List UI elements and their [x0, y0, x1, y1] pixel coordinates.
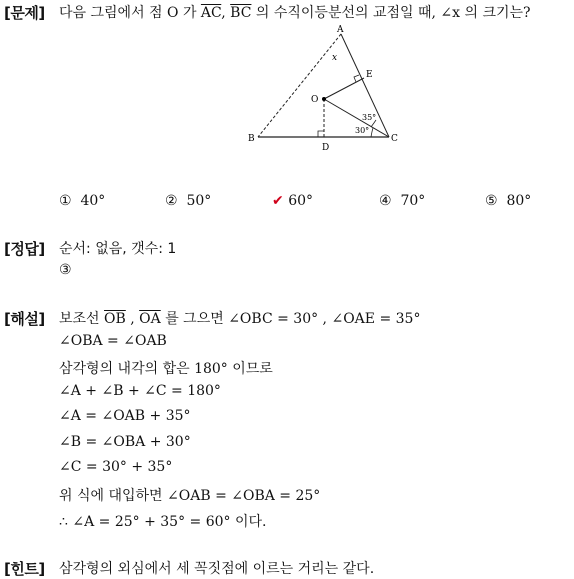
label-o: O — [311, 95, 319, 105]
choice-1-text: 40° — [80, 193, 106, 209]
choice-5-number: ⑤ — [485, 193, 498, 209]
triangle-figure — [240, 20, 410, 155]
choice-3-text: 60° — [288, 193, 314, 209]
explanation-line-3: 삼각형의 내각의 합은 180° 이므로 — [59, 361, 273, 377]
segment-oe — [324, 78, 364, 99]
question-comma: , — [221, 5, 231, 21]
label-e: E — [366, 70, 373, 80]
choice-3[interactable] — [272, 193, 313, 209]
label-c: C — [391, 134, 398, 144]
side-ab — [258, 34, 341, 137]
choice-4-number: ④ — [379, 193, 392, 209]
segment-ob: $\overline{OB}$ — [104, 311, 126, 327]
explanation-line-1 — [59, 308, 420, 328]
label-b: B — [248, 134, 255, 144]
choice-2[interactable] — [165, 193, 211, 209]
angle-arc-30 — [371, 128, 373, 137]
answer-meta: 순서: 없음, 갯수: 1 — [59, 241, 177, 257]
explanation-line-9: ∴ ∠A = 25° + 35° = 60° 이다. — [59, 514, 267, 530]
segment-oa: $\overline{OA}$ — [139, 311, 161, 327]
question-text — [59, 2, 531, 22]
explanation-line-8: 위 식에 대입하면 ∠OAB = ∠OBA = 25° — [59, 488, 321, 504]
answer-tag: [정답] — [4, 240, 45, 258]
segment-bc: $\overline{BC}$ — [230, 5, 252, 21]
explanation-l1-pre: 보조선 — [59, 311, 105, 327]
segment-ac: $\overline{AC}$ — [200, 5, 222, 21]
label-x: x — [332, 53, 338, 63]
explanation-line-4: ∠A + ∠B + ∠C = 180° — [59, 383, 221, 399]
explanation-line-2: ∠OBA = ∠OAB — [59, 333, 167, 349]
choice-4-text: 70° — [400, 193, 426, 209]
hint-tag: [힌트] — [4, 560, 45, 578]
choice-4[interactable] — [379, 193, 425, 209]
hint-text: 삼각형의 외심에서 세 꼭짓점에 이르는 거리는 같다. — [59, 561, 375, 577]
choice-2-text: 50° — [186, 193, 212, 209]
explanation-l1-post: 를 그으면 ∠OBC = 30° , ∠OAE = 35° — [160, 311, 421, 327]
explanation-l1-mid: , — [125, 311, 140, 327]
choice-2-number: ② — [165, 193, 178, 209]
explanation-tag: [해설] — [4, 310, 45, 328]
choice-5[interactable] — [485, 193, 531, 209]
problem-tag: [문제] — [4, 4, 45, 22]
label-angle-30: 30° — [355, 126, 370, 135]
choice-1[interactable] — [59, 193, 105, 209]
explanation-line-5: ∠A = ∠OAB + 35° — [59, 408, 191, 424]
label-angle-35: 35° — [362, 113, 377, 122]
question-post: 의 수직이등분선의 교점일 때, ∠x 의 크기는? — [251, 5, 531, 21]
explanation-line-7: ∠C = 30° + 35° — [59, 459, 173, 475]
explanation-line-6: ∠B = ∠OBA + 30° — [59, 434, 191, 450]
right-angle-d — [318, 131, 324, 137]
point-o — [322, 97, 326, 101]
answer-value: ③ — [59, 262, 72, 278]
label-d: D — [322, 143, 330, 153]
choice-1-number: ① — [59, 193, 72, 209]
choice-5-text: 80° — [506, 193, 532, 209]
correct-check-icon: ✔ — [272, 193, 284, 209]
question-pre: 다음 그림에서 점 O 가 — [59, 5, 201, 21]
label-a: A — [337, 25, 344, 35]
